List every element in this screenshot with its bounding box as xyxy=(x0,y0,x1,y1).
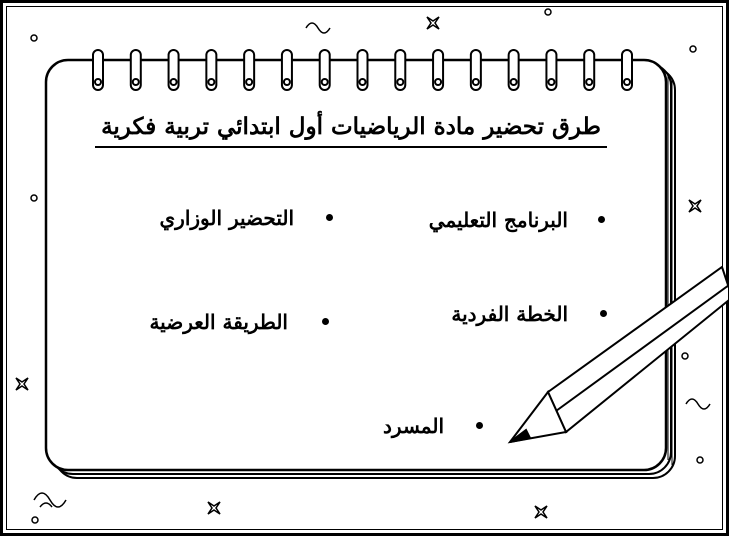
spiral-hole xyxy=(360,79,366,85)
spiral-hole xyxy=(208,79,214,85)
list-item-ministry-prep: التحضير الوزاري xyxy=(159,206,294,230)
bullet-icon xyxy=(600,310,607,317)
bullet-icon xyxy=(322,318,329,325)
spiral-hole xyxy=(511,79,517,85)
spiral-hole xyxy=(397,79,403,85)
list-item-curriculum: البرنامج التعليمي xyxy=(428,208,568,232)
page-title: طرق تحضير مادة الرياضيات أول ابتدائي تربية فكرية xyxy=(95,112,607,148)
list-item-individual-plan: الخطة الفردية xyxy=(451,302,568,326)
spiral-hole xyxy=(548,79,554,85)
spiral-hole xyxy=(435,79,441,85)
bullet-icon xyxy=(326,214,333,221)
spiral-hole xyxy=(133,79,139,85)
spiral-hole xyxy=(473,79,479,85)
bullet-icon xyxy=(476,422,483,429)
spiral-hole xyxy=(246,79,252,85)
spiral-hole xyxy=(322,79,328,85)
list-item-glossary: المسرد xyxy=(383,414,444,438)
spiral-hole xyxy=(624,79,630,85)
spiral-hole xyxy=(284,79,290,85)
list-item-presentation-method: الطريقة العرضية xyxy=(149,310,288,334)
spiral-hole xyxy=(586,79,592,85)
spiral-rings xyxy=(93,50,632,90)
spiral-hole xyxy=(95,79,101,85)
bullet-icon xyxy=(598,216,605,223)
spiral-hole xyxy=(171,79,177,85)
